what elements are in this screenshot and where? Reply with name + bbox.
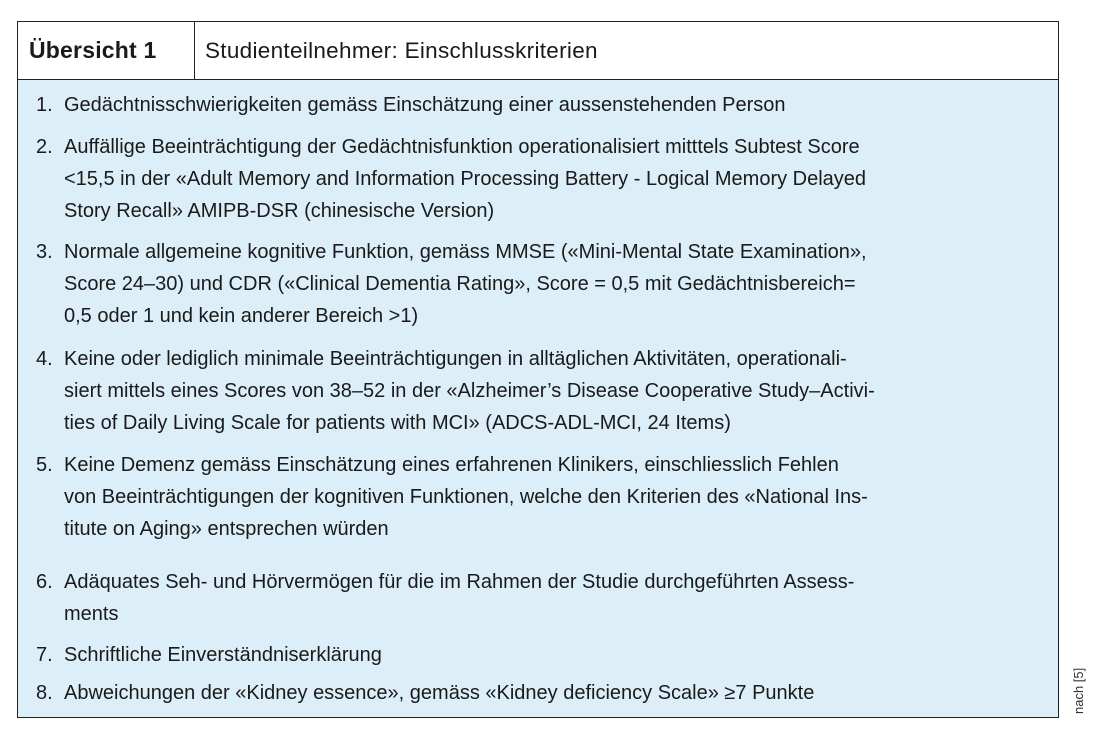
box-label: Übersicht 1 [18,22,195,79]
criteria-number: 1. [36,94,53,116]
criteria-number: 4. [36,348,53,370]
criteria-text [36,677,1056,709]
criteria-text [36,131,1056,227]
criteria-text [36,566,1056,630]
box-title: Studienteilnehmer: Einschlusskriterien [205,37,598,63]
criteria-text-line: Abweichungen der «Kidney essence», gemäss «Kidney deficiency Scale» ≥7 Punkte [64,682,815,704]
overview-box [17,21,1059,718]
criteria-item [36,639,1056,671]
criteria-number: 3. [36,241,53,263]
criteria-number: 7. [36,644,53,666]
criteria-number: 5. [36,454,53,476]
criteria-number: 2. [36,136,53,158]
criteria-item [36,566,1056,630]
criteria-item [36,343,1056,439]
criteria-item [36,89,1056,121]
criteria-item [36,449,1056,545]
criteria-item [36,677,1056,709]
criteria-text-line: Keine oder lediglich minimale Beeinträchtigungen in alltäglichen Aktivitäten, operationali- [64,348,847,370]
criteria-text-line: siert mittels eines Scores von 38–52 in der «Alzheimer’s Disease Cooperative Study–Activi- [64,380,875,402]
criteria-item [36,131,1056,227]
criteria-text-line: titute on Aging» entsprechen würden [64,518,389,540]
criteria-text-line: Auffällige Beeinträchtigung der Gedächtnisfunktion operationalisiert mitttels Subtest Score [64,136,860,158]
criteria-text-line: von Beeinträchtigungen der kognitiven Funktionen, welche den Kriterien des «National Ins- [64,486,868,508]
criteria-item [36,236,1056,332]
criteria-text [36,449,1056,545]
criteria-text [36,639,1056,671]
criteria-text-line: Gedächtnisschwierigkeiten gemäss Einschätzung einer aussenstehenden Person [64,94,786,116]
criteria-text-line: Normale allgemeine kognitive Funktion, gemäss MMSE («Mini-Mental State Examination», [64,241,867,263]
criteria-text-line: ments [64,603,119,625]
criteria-text-line: 0,5 oder 1 und kein anderer Bereich >1) [64,305,419,327]
criteria-text-line: Keine Demenz gemäss Einschätzung eines erfahrenen Klinikers, einschliesslich Fehlen [64,454,839,476]
criteria-number: 6. [36,571,53,593]
criteria-text-line: Schriftliche Einverständniserklärung [64,644,382,666]
criteria-text-line: Adäquates Seh- und Hörvermögen für die im Rahmen der Studie durchgeführten Assess- [64,571,855,593]
criteria-number: 8. [36,682,53,704]
criteria-text-line: Story Recall» AMIPB-DSR (chinesische Version) [64,200,495,222]
criteria-text [36,343,1056,439]
criteria-text-line: <15,5 in der «Adult Memory and Information Processing Battery - Logical Memory Delayed [64,168,867,190]
box-header [18,22,1058,80]
source-note: nach [5] [1071,667,1086,714]
criteria-text-line: ties of Daily Living Scale for patients with MCI» (ADCS-ADL-MCI, 24 Items) [64,412,731,434]
criteria-text [36,236,1056,332]
criteria-text [36,89,1056,121]
criteria-text-line: Score 24–30) und CDR («Clinical Dementia Rating», Score = 0,5 mit Gedächtnisbereich= [64,273,856,295]
